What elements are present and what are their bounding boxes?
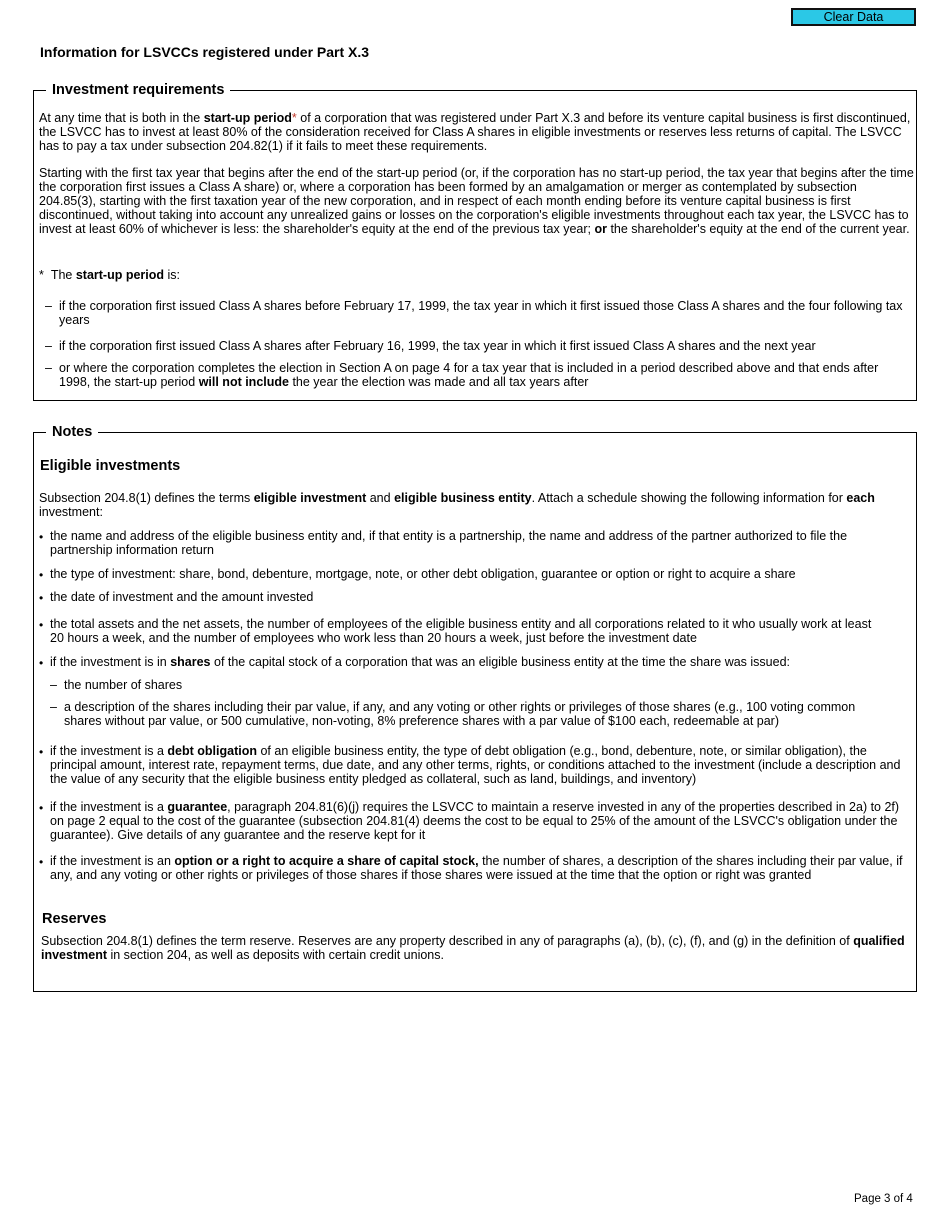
page-number: Page 3 of 4: [854, 1193, 913, 1205]
notes-section: [33, 424, 917, 992]
eligible-investments-heading: Eligible investments: [40, 458, 181, 474]
list-item: • if the investment is a guarantee, paragraph 204.81(6)(j) requires the LSVCC to maintain a reserve invested in any of the properties described in 2a) to 2f) on page 2 equal to the cost of the guarantee (subsection 204.81(4) deems the cost to be equal to 25% of the amount of the LSVCC's obligation under the guarantee). Give details of any guarantee and the reserve kept for it: [39, 800, 900, 842]
section-legend: Notes: [46, 423, 98, 441]
list-item: • the type of investment: share, bond, debenture, mortgage, note, or other debt obligation, guarantee or option or right to acquire a share: [39, 567, 796, 582]
requirements-paragraph-2: Starting with the first tax year that begins after the end of the start-up period (or, if the corporation has no start-up period, the tax year that begins after the time the corporation first issues a Class A share) or, where a corporation has been formed by an amalgamation or merger as contemplated by subsection 204.85(3), starting with the first taxation year of the new corporation, and in respect of each month ending before its venture capital business is first discontinued, without taking into account any unrealized gains or losses on the corporation's eligible investments throughout each tax year, the LSVCC has to invest at least 60% of whichever is less: the shareholder's equity at the end of the previous tax year; or the shareholder's equity at the end of the current year.: [39, 166, 914, 236]
startup-item: – or where the corporation completes the election in Section A on page 4 for a tax year that is included in a period described above and that ends after 1998, the start-up period will not include the year the election was made and all tax years after: [45, 361, 879, 389]
clear-data-button[interactable]: Clear Data: [791, 8, 916, 26]
eligible-intro: Subsection 204.8(1) defines the terms eligible investment and eligible business entity. Attach a schedule showing the following information for each investment:: [39, 491, 875, 519]
startup-item: – if the corporation first issued Class A shares after February 16, 1999, the tax year in which it first issued Class A shares and the next year: [45, 339, 816, 353]
list-item: • the total assets and the net assets, the number of employees of the eligible business entity and all corporations related to it who usually work at least 20 hours a week, and the number of employees who work less than 20 hours a week, just before the investment date: [39, 617, 872, 645]
list-item: • the name and address of the eligible business entity and, if that entity is a partnership, the name and address of the partner authorized to file the partnership information return: [39, 529, 848, 557]
investment-requirements-section: [33, 82, 917, 401]
form-title: Information for LSVCCs registered under Part X.3: [40, 44, 370, 60]
list-item: • the date of investment and the amount invested: [39, 590, 314, 605]
list-item: • if the investment is a debt obligation of an eligible business entity, the type of debt obligation (e.g., bond, debenture, note, or similar obligation), the principal amount, interest rate, repayment terms, due date, and any other terms, rights, or conditions attached to the investment (include a description and the value of any security that the eligible business entity pledged as collateral, such as land, buildings, and inventory): [39, 744, 901, 786]
startup-item: – if the corporation first issued Class A shares before February 17, 1999, the tax year in which it first issued those Class A shares and the four following tax years: [45, 299, 903, 327]
reserves-paragraph: Subsection 204.8(1) defines the term reserve. Reserves are any property described in any of paragraphs (a), (b), (c), (f), and (g) in the definition of qualified investment in section 204, as well as deposits with certain credit unions.: [41, 934, 905, 962]
requirements-paragraph-1: At any time that is both in the start-up period* of a corporation that was registered under Part X.3 and before its venture capital business is first discontinued, the LSVCC has to invest at least 80% of the consideration received for Class A shares in eligible investments or reserves less returns of capital. The LSVCC has to pay a tax under subsection 204.82(1) if it fails to meet these requirements.: [39, 111, 911, 153]
sub-list-item: – a description of the shares including their par value, if any, and any voting or other rights or privileges of those shares (e.g., 100 voting common shares without par value, or 500 cumulative, non-voting, 8% preference shares with a par value of $100 each, redeemable at par): [50, 700, 856, 728]
sub-list-item: – the number of shares: [50, 678, 183, 692]
reserves-heading: Reserves: [42, 911, 107, 927]
section-legend: Investment requirements: [46, 81, 230, 99]
list-item: • if the investment is an option or a right to acquire a share of capital stock, the number of shares, a description of the shares including their par value, if any, and any voting or other rights or privileges of those shares if those shares were issued at the time that the option or right was granted: [39, 854, 903, 882]
list-item: • if the investment is in shares of the capital stock of a corporation that was an eligible business entity at the time the share was issued:: [39, 655, 791, 670]
startup-period-intro: * The start-up period is:: [39, 268, 181, 282]
